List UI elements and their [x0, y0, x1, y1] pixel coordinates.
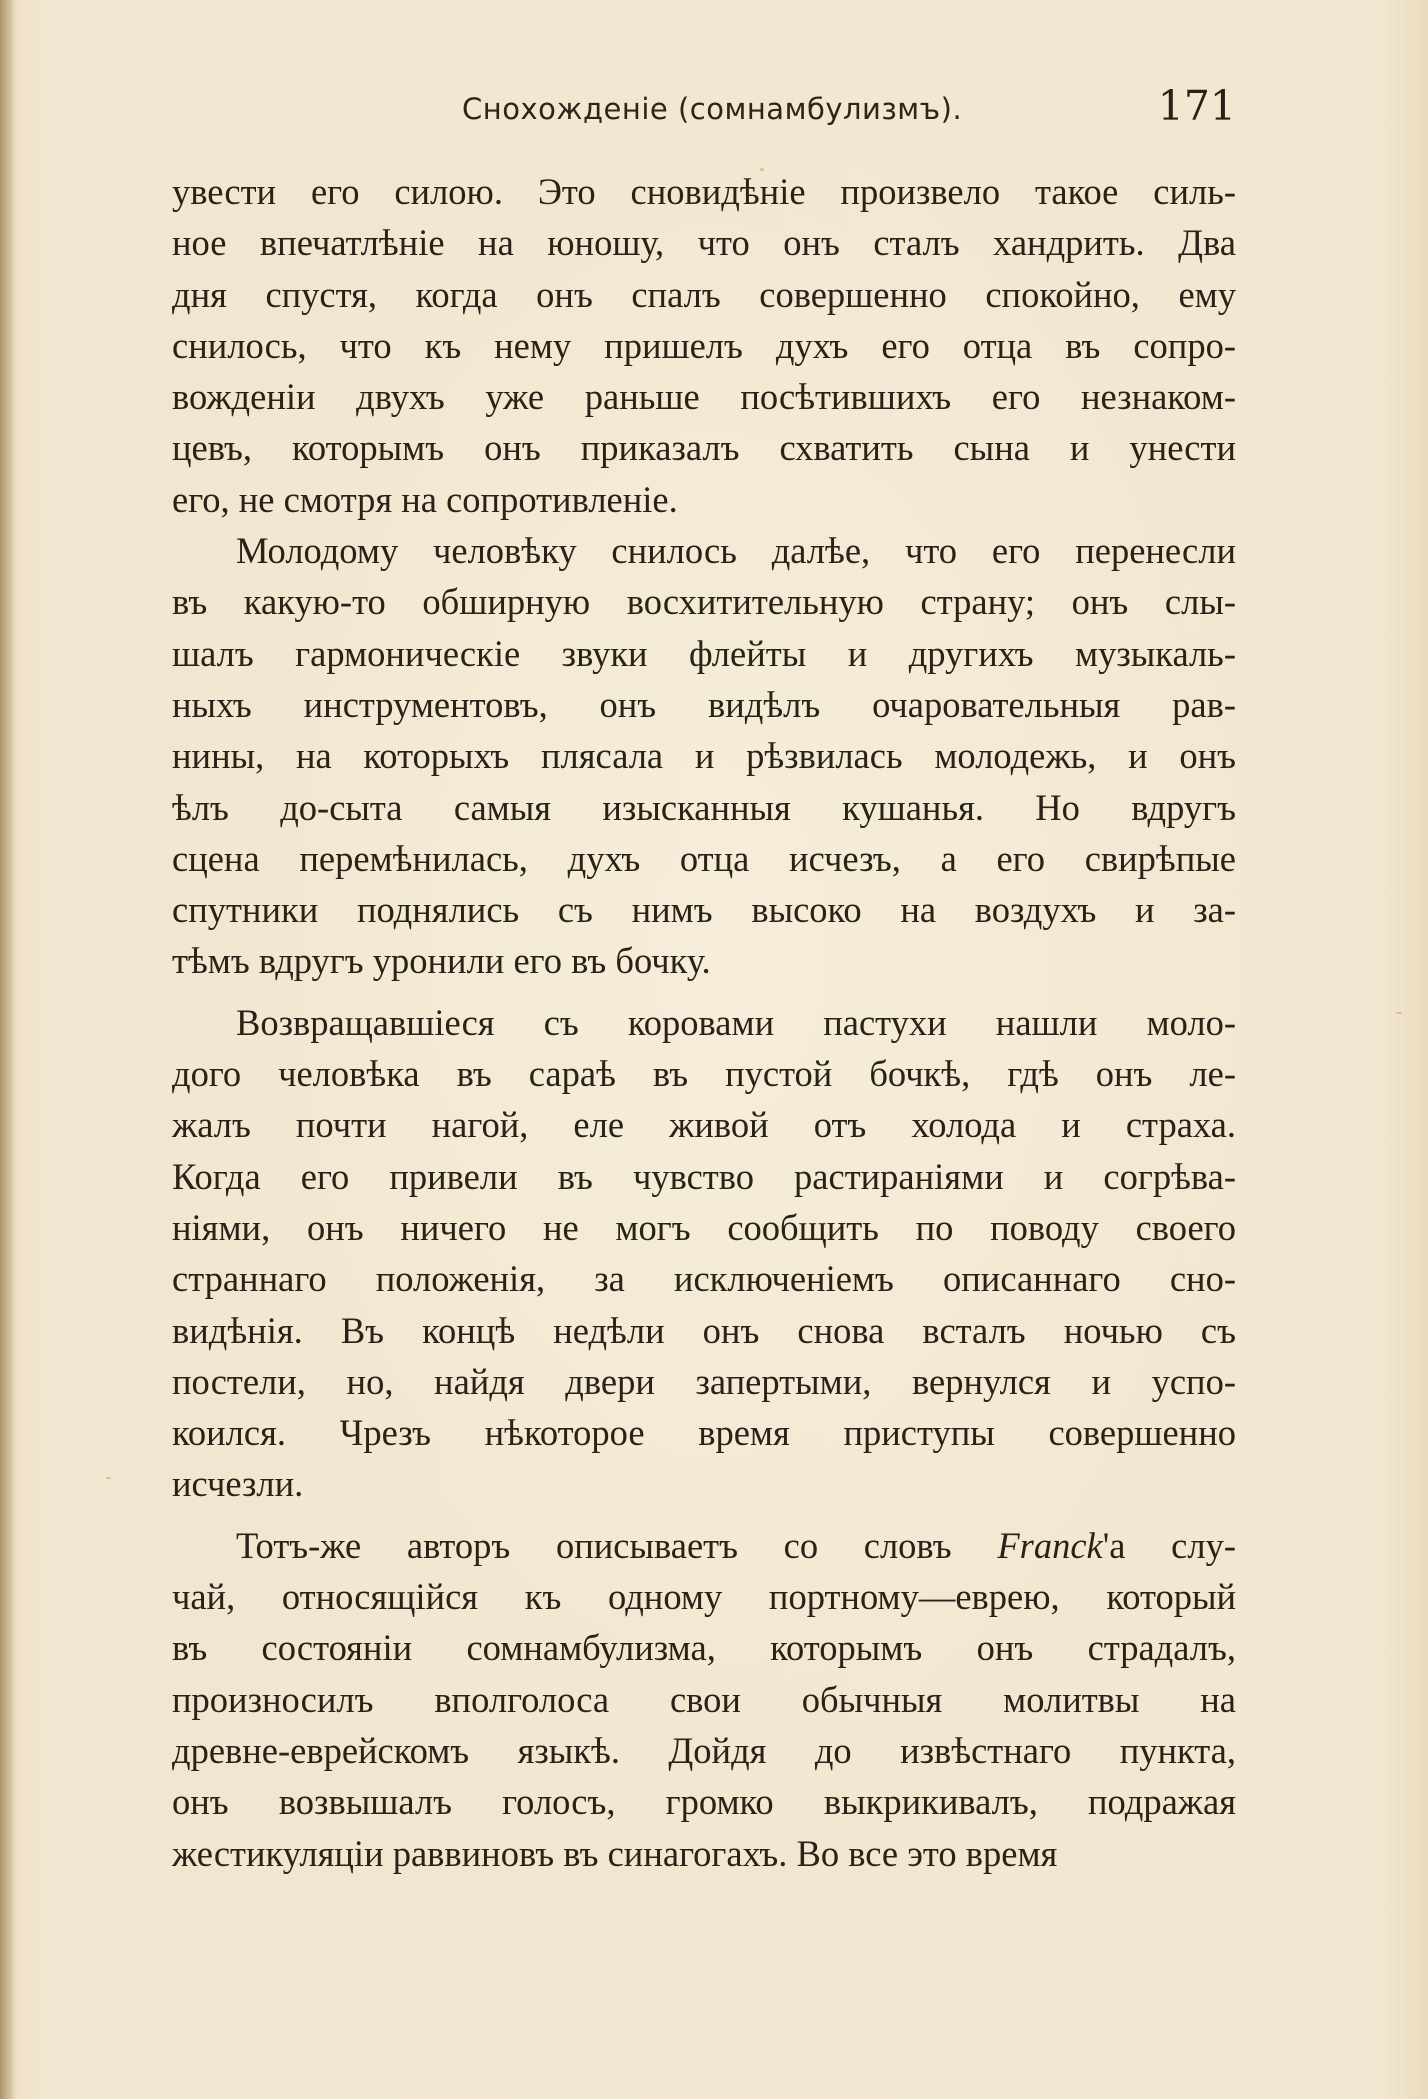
paragraph-1 — [172, 166, 1236, 525]
text-line: произносилъ вполголоса свои обычныя молитвы на — [172, 1678, 1236, 1720]
text-line: Когда его привели въ чувство растираніями и согрѣва- — [172, 1155, 1236, 1197]
author-name: Franck — [997, 1524, 1103, 1566]
text-line: сцена перемѣнилась, духъ отца исчезъ, а его свирѣпые — [172, 837, 1236, 879]
text-line: коился. Чрезъ нѣкоторое время приступы совершенно — [172, 1412, 1236, 1454]
text-line: ныхъ инструментовъ, онъ видѣлъ очаровательныя рав- — [172, 683, 1236, 725]
text-line: тѣмъ вдругъ уронили его въ бочку. — [172, 940, 711, 982]
text-line: ное впечатлѣніе на юношу, что онъ сталъ хандрить. Два — [172, 222, 1236, 264]
text-line: увести его силою. Это сновидѣніе произвело такое силь- — [172, 171, 1236, 212]
text-line: исчезли. — [172, 1463, 304, 1505]
text-fragment: 'а слу- — [1102, 1524, 1236, 1566]
text-line: цевъ, которымъ онъ приказалъ схватить сына и унести — [172, 427, 1236, 469]
text-line: снилось, что къ нему пришелъ духъ его отца въ сопро- — [172, 324, 1236, 366]
paragraph-2 — [172, 525, 1236, 987]
body-text — [172, 166, 1236, 1879]
page-gutter-shadow — [0, 0, 14, 2099]
text-line: дого человѣка въ сараѣ въ пустой бочкѣ, гдѣ онъ ле- — [172, 1053, 1236, 1095]
text-line: постели, но, найдя двери запертыми, вернулся и успо- — [172, 1360, 1236, 1402]
running-header — [172, 82, 1236, 142]
text-line: дня спустя, когда онъ спалъ совершенно спокойно, ему — [172, 273, 1236, 315]
text-line: жестикуляціи раввиновъ въ синагогахъ. Во все это время — [172, 1832, 1058, 1874]
text-line: въ состояніи сомнамбулизма, которымъ онъ страдалъ, — [172, 1627, 1236, 1669]
text-line: ніями, онъ ничего не могъ сообщить по поводу своего — [172, 1206, 1236, 1248]
running-title: Снохожденіе (сомнамбулизмъ). — [462, 92, 963, 126]
text-line: древне-еврейскомъ языкѣ. Дойдя до извѣстнаго пункта, — [172, 1729, 1236, 1771]
text-line: Молодому человѣку снилось далѣе, что его перенесли — [236, 530, 1236, 572]
text-line: его, не смотря на сопротивленіе. — [172, 478, 678, 520]
text-line: вожденіи двухъ уже раньше посѣтившихъ его незнаком- — [172, 376, 1236, 418]
text-line: нины, на которыхъ плясала и рѣзвилась молодежь, и онъ — [172, 735, 1236, 777]
paper-speck — [1396, 1012, 1402, 1014]
text-line: спутники поднялись съ нимъ высоко на воздухъ и за- — [172, 889, 1236, 931]
text-line: жалъ почти нагой, еле живой отъ холода и страха. — [172, 1104, 1236, 1146]
paper-speck — [106, 1477, 111, 1479]
text-line: видѣнія. Въ концѣ недѣли онъ снова всталъ ночью съ — [172, 1309, 1236, 1351]
text-line: ѣлъ до-сыта самыя изысканныя кушанья. Но вдругъ — [172, 786, 1236, 828]
paragraph-4 — [172, 1520, 1236, 1879]
text-line: чай, относящійся къ одному портному—еврею, который — [172, 1576, 1236, 1618]
text-line — [172, 1520, 1236, 1571]
text-line: шалъ гармоническіе звуки флейты и другихъ музыкаль- — [172, 632, 1236, 674]
paragraph-3 — [172, 997, 1236, 1510]
text-line: страннаго положенія, за исключеніемъ описаннаго сно- — [172, 1258, 1236, 1300]
text-line: онъ возвышалъ голосъ, громко выкрикивалъ, подражая — [172, 1781, 1236, 1823]
text-fragment: Тотъ-же авторъ описываетъ со словъ — [236, 1524, 998, 1566]
page-number: 171 — [1157, 82, 1236, 130]
text-line: Возвращавшіеся съ коровами пастухи нашли моло- — [236, 1001, 1236, 1043]
paper-speck — [760, 168, 764, 171]
text-line: въ какую-то обширную восхитительную страну; онъ слы- — [172, 581, 1236, 623]
